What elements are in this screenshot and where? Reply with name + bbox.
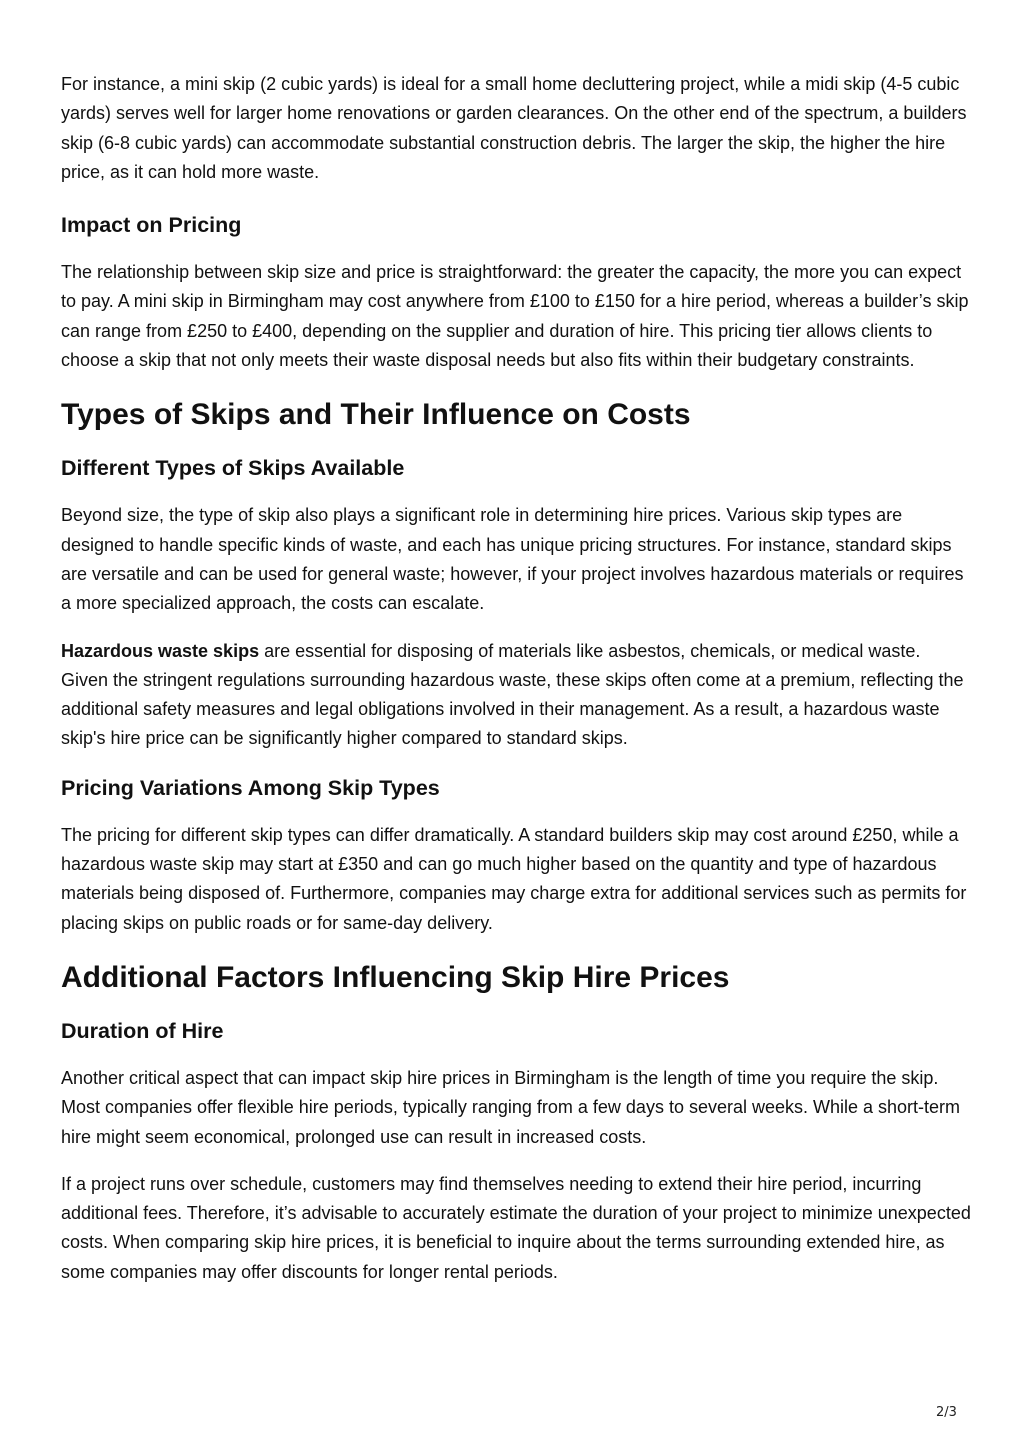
page-number: 2/3 <box>936 1405 957 1420</box>
paragraph-hazardous-skips <box>61 637 971 754</box>
paragraph-duration: Another critical aspect that can impact skip hire prices in Birmingham is the length of time you require the skip. Most companies offer flexible hire periods, typically ranging from a few days to several weeks. While a short-term hire might seem economical, prolonged use can result in increased costs. <box>61 1067 961 1147</box>
hazardous-skips-text: are essential for disposing of materials like asbestos, chemicals, or medical waste. Given the stringent regulations surrounding hazardous waste, these skips often come at a premium, reflecting the additional safety measures and legal obligations involved in their management. As a result, a hazardous waste skip's hire price can be significantly higher compared to standard skips. <box>61 640 964 749</box>
paragraph-skip-sizes: For instance, a mini skip (2 cubic yards) is ideal for a small home decluttering project, while a midi skip (4-5 cubic yards) serves well for larger home renovations or garden clearances. On the other end of the spectrum, a builders skip (6-8 cubic yards) can accommodate substantial construction debris. The larger the skip, the higher the hire price, as it can hold more waste. <box>61 74 967 182</box>
heading-types-of-skips: Types of Skips and Their Influence on Costs <box>61 398 691 432</box>
hazardous-skips-bold: Hazardous waste skips <box>61 640 260 661</box>
heading-duration-of-hire: Duration of Hire <box>61 1018 224 1043</box>
paragraph-beyond-size: Beyond size, the type of skip also plays a significant role in determining hire prices. Various skip types are designed to handle specific kinds of waste, and each has unique pricing structures. For instance, standard skips are versatile and can be used for general waste; however, if your project involves hazardous materials or requires a more specialized approach, the costs can escalate. <box>61 505 964 614</box>
paragraph-over-schedule: If a project runs over schedule, customers may find themselves needing to extend their hire period, incurring additional fees. Therefore, it’s advisable to accurately estimate the duration of your project to minimize unexpected costs. When comparing skip hire prices, it is beneficial to inquire about the terms surrounding extended hire, as some companies may offer discounts for longer rental periods. <box>61 1173 971 1282</box>
paragraph-impact-on-pricing: The relationship between skip size and price is straightforward: the greater the capacity, the more you can expect to pay. A mini skip in Birmingham may cost anywhere from £100 to £150 for a hire period, whereas a builder’s skip can range from £250 to £400, depending on the supplier and duration of hire. This pricing tier allows clients to choose a skip that not only meets their waste disposal needs but also fits within their budgetary constraints. <box>61 262 969 371</box>
heading-additional-factors: Additional Factors Influencing Skip Hire Prices <box>61 960 730 994</box>
heading-impact-on-pricing: Impact on Pricing <box>61 213 242 238</box>
heading-pricing-variations: Pricing Variations Among Skip Types <box>61 775 440 800</box>
document-page <box>61 70 971 1305</box>
heading-different-types: Different Types of Skips Available <box>61 456 405 481</box>
paragraph-pricing-variations: The pricing for different skip types can differ dramatically. A standard builders skip may cost around £250, while a hazardous waste skip may start at £350 and can go much higher based on the quantity and type of hazardous materials being disposed of. Furthermore, companies may charge extra for additional services such as permits for placing skips on public roads or for same-day delivery. <box>61 824 967 933</box>
